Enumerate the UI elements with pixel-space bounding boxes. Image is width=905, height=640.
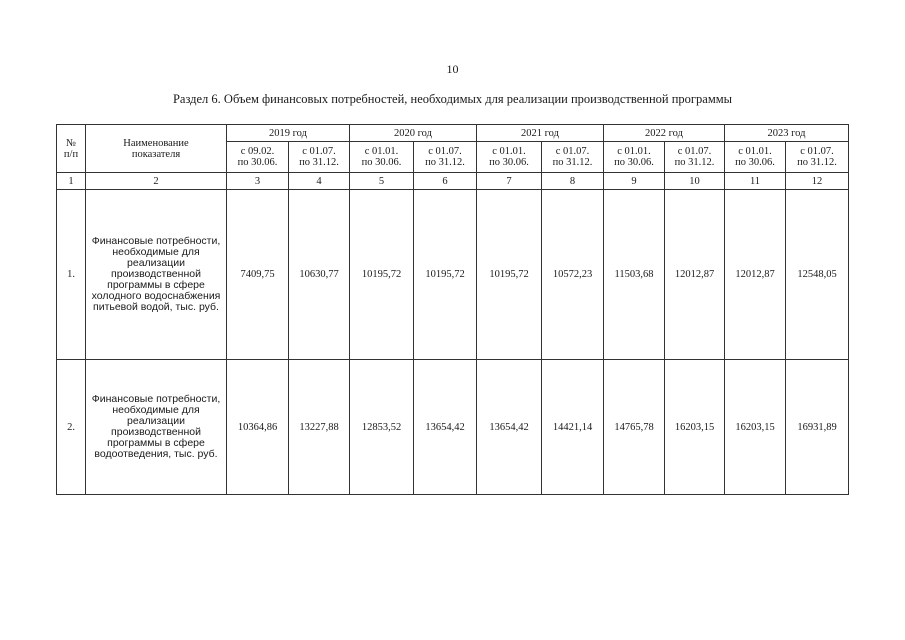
column-number: 7 — [477, 173, 542, 190]
row-number: 1. — [57, 190, 86, 360]
column-number: 4 — [289, 173, 350, 190]
column-number: 2 — [86, 173, 227, 190]
header-number-line2: п/п — [63, 148, 79, 160]
row-value: 14765,78 — [604, 360, 665, 495]
row-value: 10195,72 — [414, 190, 477, 360]
period-to: по 30.06. — [614, 157, 654, 168]
row-value: 13654,42 — [414, 360, 477, 495]
row-value: 10572,23 — [542, 190, 604, 360]
row-value: 16931,89 — [786, 360, 849, 495]
row-value: 13654,42 — [477, 360, 542, 495]
period-to: по 30.06. — [489, 157, 529, 168]
row-value: 12548,05 — [786, 190, 849, 360]
row-value: 7409,75 — [227, 190, 289, 360]
period-to: по 31.12. — [425, 157, 465, 168]
column-number: 6 — [414, 173, 477, 190]
period-from: с 01.07. — [677, 146, 712, 157]
column-number: 3 — [227, 173, 289, 190]
row-value: 11503,68 — [604, 190, 665, 360]
period-header — [477, 142, 542, 173]
period-header — [414, 142, 477, 173]
period-from: с 09.02. — [240, 146, 275, 157]
period-from: с 01.01. — [617, 146, 651, 157]
year-header-2020: 2020 год — [350, 125, 477, 142]
period-header — [725, 142, 786, 173]
column-number: 10 — [665, 173, 725, 190]
row-value: 14421,14 — [542, 360, 604, 495]
row-value: 10195,72 — [477, 190, 542, 360]
column-number: 8 — [542, 173, 604, 190]
page-number: 10 — [446, 62, 459, 76]
period-header — [604, 142, 665, 173]
row-value: 12012,87 — [725, 190, 786, 360]
period-header — [665, 142, 725, 173]
period-from: с 01.01. — [364, 146, 399, 157]
table-row — [57, 190, 849, 360]
period-header — [227, 142, 289, 173]
period-from: с 01.07. — [800, 146, 834, 157]
section-title: Раздел 6. Объем финансовых потребностей, необходимых для реализации производственной программы — [172, 92, 733, 106]
header-name-cell — [86, 125, 227, 173]
period-to: по 30.06. — [237, 157, 278, 168]
row-value: 13227,88 — [289, 360, 350, 495]
column-number: 12 — [786, 173, 849, 190]
period-from: с 01.01. — [492, 146, 526, 157]
column-number: 9 — [604, 173, 665, 190]
row-indicator-name: Финансовые потребности, необходимые для реализации производственной программы в сфере водоотведения, тыс. руб. — [86, 360, 227, 495]
row-value: 10364,86 — [227, 360, 289, 495]
period-from: с 01.07. — [555, 146, 590, 157]
period-from: с 01.07. — [302, 146, 336, 157]
year-header-2021: 2021 год — [477, 125, 604, 142]
row-number: 2. — [57, 360, 86, 495]
header-name-line2: показателя — [131, 148, 181, 160]
period-to: по 31.12. — [797, 157, 837, 168]
year-header-2022: 2022 год — [604, 125, 725, 142]
column-number: 5 — [350, 173, 414, 190]
year-header-2023: 2023 год — [725, 125, 849, 142]
period-header — [786, 142, 849, 173]
row-indicator-name: Финансовые потребности, необходимые для реализации производственной программы в сфере холодного водоснабжения питьевой водой, тыс. руб. — [86, 190, 227, 360]
period-from: с 01.07. — [428, 146, 462, 157]
row-value: 10195,72 — [350, 190, 414, 360]
period-from: с 01.01. — [738, 146, 772, 157]
financial-needs-table — [56, 124, 849, 495]
period-to: по 30.06. — [361, 157, 402, 168]
year-header-2019: 2019 год — [227, 125, 350, 142]
row-value: 10630,77 — [289, 190, 350, 360]
period-header — [350, 142, 414, 173]
header-name-line1: Наименование — [123, 137, 189, 149]
row-value: 16203,15 — [665, 360, 725, 495]
period-to: по 31.12. — [674, 157, 715, 168]
column-number: 11 — [725, 173, 786, 190]
table-row — [57, 360, 849, 495]
header-number-cell — [57, 125, 86, 173]
column-numbers-row — [57, 173, 849, 190]
row-value: 16203,15 — [725, 360, 786, 495]
period-header — [289, 142, 350, 173]
column-number: 1 — [57, 173, 86, 190]
header-row-years — [57, 125, 849, 142]
period-to: по 31.12. — [299, 157, 339, 168]
period-to: по 31.12. — [552, 157, 593, 168]
period-header — [542, 142, 604, 173]
row-value: 12853,52 — [350, 360, 414, 495]
header-number-line1: № — [65, 137, 77, 149]
period-to: по 30.06. — [735, 157, 775, 168]
row-value: 12012,87 — [665, 190, 725, 360]
